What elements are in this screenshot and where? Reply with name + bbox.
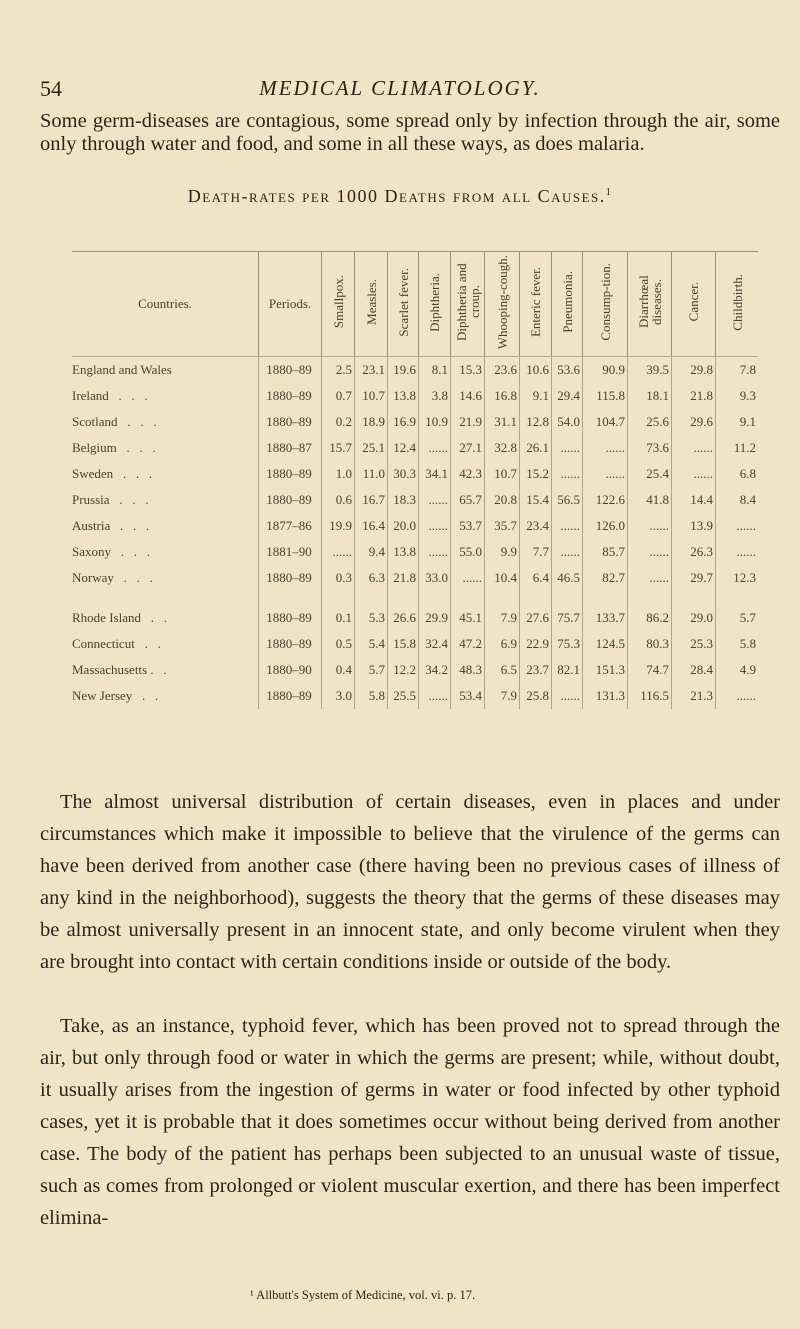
rate-cell: 28.4 xyxy=(672,657,716,683)
country-cell: Connecticut . . xyxy=(72,636,161,651)
rate-cell: 2.5 xyxy=(322,357,355,384)
rate-cell: 9.9 xyxy=(485,539,520,565)
rate-cell: ...... xyxy=(552,683,583,709)
rate-cell: 0.2 xyxy=(322,409,355,435)
country-cell: Scotland . . . xyxy=(72,414,157,429)
rate-cell: 75.3 xyxy=(552,631,583,657)
rate-cell: 29.0 xyxy=(672,605,716,631)
row-spacer xyxy=(72,591,758,605)
rate-cell: 9.1 xyxy=(520,383,552,409)
table-row xyxy=(72,409,758,435)
column-header xyxy=(419,252,451,357)
rate-cell: 8.4 xyxy=(716,487,759,513)
rate-cell: 26.1 xyxy=(520,435,552,461)
rate-cell: 11.2 xyxy=(716,435,759,461)
period-cell: 1880–89 xyxy=(259,357,322,384)
column-header xyxy=(583,252,628,357)
rate-cell: 10.4 xyxy=(485,565,520,591)
rate-cell: 115.8 xyxy=(583,383,628,409)
rate-cell: 3.0 xyxy=(322,683,355,709)
rate-cell: 46.5 xyxy=(552,565,583,591)
rate-cell: 104.7 xyxy=(583,409,628,435)
rate-cell: 75.7 xyxy=(552,605,583,631)
rate-cell: ...... xyxy=(552,539,583,565)
rate-cell: 48.3 xyxy=(451,657,485,683)
rate-cell: 42.3 xyxy=(451,461,485,487)
rate-cell: 15.4 xyxy=(520,487,552,513)
rate-cell: 29.8 xyxy=(672,357,716,384)
rate-cell: 19.6 xyxy=(388,357,419,384)
rate-cell: ...... xyxy=(419,683,451,709)
table-row xyxy=(72,487,758,513)
column-header xyxy=(520,252,552,357)
rate-cell: 32.8 xyxy=(485,435,520,461)
period-cell: 1880–89 xyxy=(259,461,322,487)
column-header-label: Diphtheria and croup. xyxy=(453,263,482,341)
period-cell: 1880–89 xyxy=(259,565,322,591)
rate-cell: ...... xyxy=(419,539,451,565)
column-header-label: Consump-tion. xyxy=(597,263,613,341)
rate-cell: 20.8 xyxy=(485,487,520,513)
column-header-label: Smallpox. xyxy=(330,275,346,329)
rate-cell: 19.9 xyxy=(322,513,355,539)
rate-cell: 9.1 xyxy=(716,409,759,435)
rate-cell: 7.9 xyxy=(485,605,520,631)
rate-cell: 55.0 xyxy=(451,539,485,565)
rate-cell: 15.3 xyxy=(451,357,485,384)
country-cell: Prussia . . . xyxy=(72,492,149,507)
column-header-label: Periods. xyxy=(268,296,312,311)
rate-cell: ...... xyxy=(583,435,628,461)
rate-cell: 9.3 xyxy=(716,383,759,409)
rate-cell: 31.1 xyxy=(485,409,520,435)
footnote: ¹ Allbutt's System of Medicine, vol. vi. p. 17. xyxy=(250,1288,476,1302)
table-row xyxy=(72,539,758,565)
rate-cell: 13.9 xyxy=(672,513,716,539)
rate-cell: 12.3 xyxy=(716,565,759,591)
country-cell: Massachusetts . . xyxy=(72,662,167,677)
rate-cell: 35.7 xyxy=(485,513,520,539)
spacer-cell xyxy=(583,591,628,605)
rate-cell: 6.9 xyxy=(485,631,520,657)
rate-cell: 13.8 xyxy=(388,539,419,565)
table-row xyxy=(72,565,758,591)
period-cell: 1880–87 xyxy=(259,435,322,461)
period-cell: 1881–90 xyxy=(259,539,322,565)
rate-cell: 7.8 xyxy=(716,357,759,384)
period-cell: 1880–89 xyxy=(259,631,322,657)
column-header-label: Enteric fever. xyxy=(528,266,543,337)
rate-cell: 5.4 xyxy=(355,631,388,657)
rate-cell: 80.3 xyxy=(628,631,672,657)
column-header-label: Diphtheria. xyxy=(427,272,442,332)
rate-cell: 6.8 xyxy=(716,461,759,487)
column-header xyxy=(388,252,419,357)
rate-cell: ...... xyxy=(552,461,583,487)
spacer-cell xyxy=(259,591,322,605)
period-cell: 1880–90 xyxy=(259,657,322,683)
footnote-marker: 1 xyxy=(605,187,613,198)
column-header xyxy=(485,252,520,357)
table-row xyxy=(72,435,758,461)
rate-cell: 5.8 xyxy=(716,631,759,657)
spacer-cell xyxy=(419,591,451,605)
spacer-cell xyxy=(322,591,355,605)
rate-cell: 82.1 xyxy=(552,657,583,683)
rate-cell: 86.2 xyxy=(628,605,672,631)
rate-cell: 85.7 xyxy=(583,539,628,565)
country-cell: Saxony . . . xyxy=(72,544,150,559)
rate-cell: 12.2 xyxy=(388,657,419,683)
rate-cell: ...... xyxy=(322,539,355,565)
rate-cell: 10.7 xyxy=(485,461,520,487)
country-cell: Norway . . . xyxy=(72,570,153,585)
rate-cell: 25.5 xyxy=(388,683,419,709)
rate-cell: ...... xyxy=(628,539,672,565)
rate-cell: 7.7 xyxy=(520,539,552,565)
rate-cell: 122.6 xyxy=(583,487,628,513)
column-header-label: Diarrhœal diseases. xyxy=(635,275,664,329)
table-title xyxy=(0,186,800,207)
rate-cell: 18.3 xyxy=(388,487,419,513)
rate-cell: ...... xyxy=(672,461,716,487)
rate-cell: 18.1 xyxy=(628,383,672,409)
rate-cell: 10.9 xyxy=(419,409,451,435)
column-header-label: Measles. xyxy=(363,279,379,325)
rate-cell: 73.6 xyxy=(628,435,672,461)
rate-cell: 56.5 xyxy=(552,487,583,513)
rate-cell: 65.7 xyxy=(451,487,485,513)
rate-cell: 6.5 xyxy=(485,657,520,683)
spacer-cell xyxy=(451,591,485,605)
rate-cell: 8.1 xyxy=(419,357,451,384)
rate-cell: ...... xyxy=(583,461,628,487)
rate-cell: 6.4 xyxy=(520,565,552,591)
rate-cell: 25.4 xyxy=(628,461,672,487)
column-header-label: Cancer. xyxy=(686,282,701,322)
rate-cell: 25.1 xyxy=(355,435,388,461)
rate-cell: ...... xyxy=(552,513,583,539)
rate-cell: 0.7 xyxy=(322,383,355,409)
rate-cell: ...... xyxy=(451,565,485,591)
page-number: 54 xyxy=(40,76,62,101)
rate-cell: 21.8 xyxy=(388,565,419,591)
spacer-cell xyxy=(520,591,552,605)
rate-cell: 12.8 xyxy=(520,409,552,435)
table-row xyxy=(72,357,758,384)
column-header xyxy=(72,252,259,357)
rate-cell: 29.6 xyxy=(672,409,716,435)
rate-cell: 133.7 xyxy=(583,605,628,631)
rate-cell: 5.7 xyxy=(716,605,759,631)
column-header xyxy=(451,252,485,357)
spacer-cell xyxy=(672,591,716,605)
rate-cell: 26.3 xyxy=(672,539,716,565)
column-header xyxy=(552,252,583,357)
period-cell: 1877–86 xyxy=(259,513,322,539)
table-row xyxy=(72,683,758,709)
table-row xyxy=(72,605,758,631)
rate-cell: 151.3 xyxy=(583,657,628,683)
column-header-label: Whooping-cough. xyxy=(494,254,510,350)
rate-cell: 3.8 xyxy=(419,383,451,409)
rate-cell: 74.7 xyxy=(628,657,672,683)
rate-cell: 25.8 xyxy=(520,683,552,709)
rate-cell: 4.9 xyxy=(716,657,759,683)
rate-cell: 47.2 xyxy=(451,631,485,657)
rate-cell: 12.4 xyxy=(388,435,419,461)
rate-cell: 54.0 xyxy=(552,409,583,435)
rate-cell: 9.4 xyxy=(355,539,388,565)
country-cell: Ireland . . . xyxy=(72,388,148,403)
spacer-cell xyxy=(355,591,388,605)
column-header xyxy=(716,252,759,357)
column-header xyxy=(672,252,716,357)
rate-cell: 0.6 xyxy=(322,487,355,513)
rate-cell: 116.5 xyxy=(628,683,672,709)
rate-cell: 16.7 xyxy=(355,487,388,513)
rate-cell: ...... xyxy=(552,435,583,461)
country-cell: Belgium . . . xyxy=(72,440,156,455)
table-row xyxy=(72,657,758,683)
rate-cell: 53.6 xyxy=(552,357,583,384)
table-row xyxy=(72,383,758,409)
rate-cell: 21.8 xyxy=(672,383,716,409)
rate-cell: 10.7 xyxy=(355,383,388,409)
rate-cell: 18.9 xyxy=(355,409,388,435)
rate-cell: 5.8 xyxy=(355,683,388,709)
rate-cell: 0.3 xyxy=(322,565,355,591)
rate-cell: 14.4 xyxy=(672,487,716,513)
country-cell: New Jersey . . xyxy=(72,688,159,703)
country-cell: England and Wales xyxy=(72,362,172,377)
spacer-cell xyxy=(716,591,759,605)
rate-cell: 26.6 xyxy=(388,605,419,631)
rate-cell: 23.7 xyxy=(520,657,552,683)
death-rates-table xyxy=(72,251,758,709)
rate-cell: 53.7 xyxy=(451,513,485,539)
rate-cell: 6.3 xyxy=(355,565,388,591)
spacer-cell xyxy=(485,591,520,605)
rate-cell: 13.8 xyxy=(388,383,419,409)
rate-cell: ...... xyxy=(672,435,716,461)
rate-cell: 124.5 xyxy=(583,631,628,657)
spacer-cell xyxy=(388,591,419,605)
rate-cell: 39.5 xyxy=(628,357,672,384)
rate-cell: 11.0 xyxy=(355,461,388,487)
period-cell: 1880–89 xyxy=(259,605,322,631)
rate-cell: 82.7 xyxy=(583,565,628,591)
column-header xyxy=(355,252,388,357)
rate-cell: 27.6 xyxy=(520,605,552,631)
rate-cell: ...... xyxy=(419,513,451,539)
rate-cell: 29.7 xyxy=(672,565,716,591)
spacer-cell xyxy=(628,591,672,605)
country-cell: Austria . . . xyxy=(72,518,150,533)
rate-cell: 29.4 xyxy=(552,383,583,409)
rate-cell: 30.3 xyxy=(388,461,419,487)
rate-cell: 1.0 xyxy=(322,461,355,487)
country-cell: Rhode Island . . xyxy=(72,610,167,625)
period-cell: 1880–89 xyxy=(259,487,322,513)
rate-cell: 0.5 xyxy=(322,631,355,657)
rate-cell: 34.2 xyxy=(419,657,451,683)
rate-cell: ...... xyxy=(628,565,672,591)
table-title-text: Death-rates per 1000 Deaths from all Causes. xyxy=(187,186,606,206)
rate-cell: 16.4 xyxy=(355,513,388,539)
spacer-cell xyxy=(72,591,259,605)
column-header-label: Countries. xyxy=(138,296,192,311)
rate-cell: 53.4 xyxy=(451,683,485,709)
rate-cell: 41.8 xyxy=(628,487,672,513)
rate-cell: ...... xyxy=(419,487,451,513)
table-row xyxy=(72,631,758,657)
rate-cell: 34.1 xyxy=(419,461,451,487)
table-row xyxy=(72,513,758,539)
body-paragraph-2: Take, as an instance, typhoid fever, which has been proved not to spread through the air, but only through food or water in which the germs are present; while, without doubt, it usually arises from the ingestion of germs in water or food infected by other typhoid cases, yet it is probable that it does sometimes occur without being derived from another case. The body of the patient has perhaps been subjected to an unusual waste of tissue, such as comes from prolonged or violent muscular exertion, and there has been imperfect elimina- xyxy=(40,1015,780,1229)
rate-cell: 23.6 xyxy=(485,357,520,384)
rate-cell: 14.6 xyxy=(451,383,485,409)
rate-cell: ...... xyxy=(716,513,759,539)
rate-cell: 21.9 xyxy=(451,409,485,435)
rate-cell: 33.0 xyxy=(419,565,451,591)
rate-cell: 15.7 xyxy=(322,435,355,461)
column-header xyxy=(259,252,322,357)
rate-cell: 5.7 xyxy=(355,657,388,683)
rate-cell: ...... xyxy=(628,513,672,539)
rate-cell: 0.1 xyxy=(322,605,355,631)
rate-cell: 10.6 xyxy=(520,357,552,384)
rate-cell: 90.9 xyxy=(583,357,628,384)
rate-cell: 25.3 xyxy=(672,631,716,657)
rate-cell: 131.3 xyxy=(583,683,628,709)
spacer-cell xyxy=(552,591,583,605)
rate-cell: 20.0 xyxy=(388,513,419,539)
rate-cell: 25.6 xyxy=(628,409,672,435)
rate-cell: 15.8 xyxy=(388,631,419,657)
body-paragraph-1: The almost universal distribution of certain diseases, even in places and under circumstances which make it impossible to believe that the virulence of the germs can have been derived from another case (there having been no previous cases of illness of any kind in the neighborhood), suggests the theory that the germs of these diseases may be almost universally present in an innocent state, and only become virulent when they are brought into contact with certain conditions inside or outside of the body. xyxy=(40,791,780,973)
rate-cell: 7.9 xyxy=(485,683,520,709)
rate-cell: 45.1 xyxy=(451,605,485,631)
rate-cell: 32.4 xyxy=(419,631,451,657)
rate-cell: 29.9 xyxy=(419,605,451,631)
rate-cell: 15.2 xyxy=(520,461,552,487)
rate-cell: 0.4 xyxy=(322,657,355,683)
rate-cell: 16.8 xyxy=(485,383,520,409)
column-header-label: Pneumonia. xyxy=(559,271,575,333)
rate-cell: 27.1 xyxy=(451,435,485,461)
intro-paragraph: Some germ-diseases are contagious, some spread only by infection through the air, some only through water and food, and some in all these ways, as does malaria. xyxy=(40,110,780,155)
rate-cell: ...... xyxy=(716,683,759,709)
rate-cell: 5.3 xyxy=(355,605,388,631)
rate-cell: 23.1 xyxy=(355,357,388,384)
rate-cell: 21.3 xyxy=(672,683,716,709)
country-cell: Sweden . . . xyxy=(72,466,153,481)
rate-cell: 126.0 xyxy=(583,513,628,539)
rate-cell: 23.4 xyxy=(520,513,552,539)
rate-cell: 16.9 xyxy=(388,409,419,435)
rate-cell: 22.9 xyxy=(520,631,552,657)
rate-cell: ...... xyxy=(716,539,759,565)
period-cell: 1880–89 xyxy=(259,383,322,409)
rate-cell: ...... xyxy=(419,435,451,461)
column-header-label: Childbirth. xyxy=(729,273,745,331)
table-row xyxy=(72,461,758,487)
column-header xyxy=(628,252,672,357)
column-header-label: Scarlet fever. xyxy=(395,267,411,337)
period-cell: 1880–89 xyxy=(259,683,322,709)
column-header xyxy=(322,252,355,357)
running-head: MEDICAL CLIMATOLOGY. xyxy=(259,76,541,100)
period-cell: 1880–89 xyxy=(259,409,322,435)
